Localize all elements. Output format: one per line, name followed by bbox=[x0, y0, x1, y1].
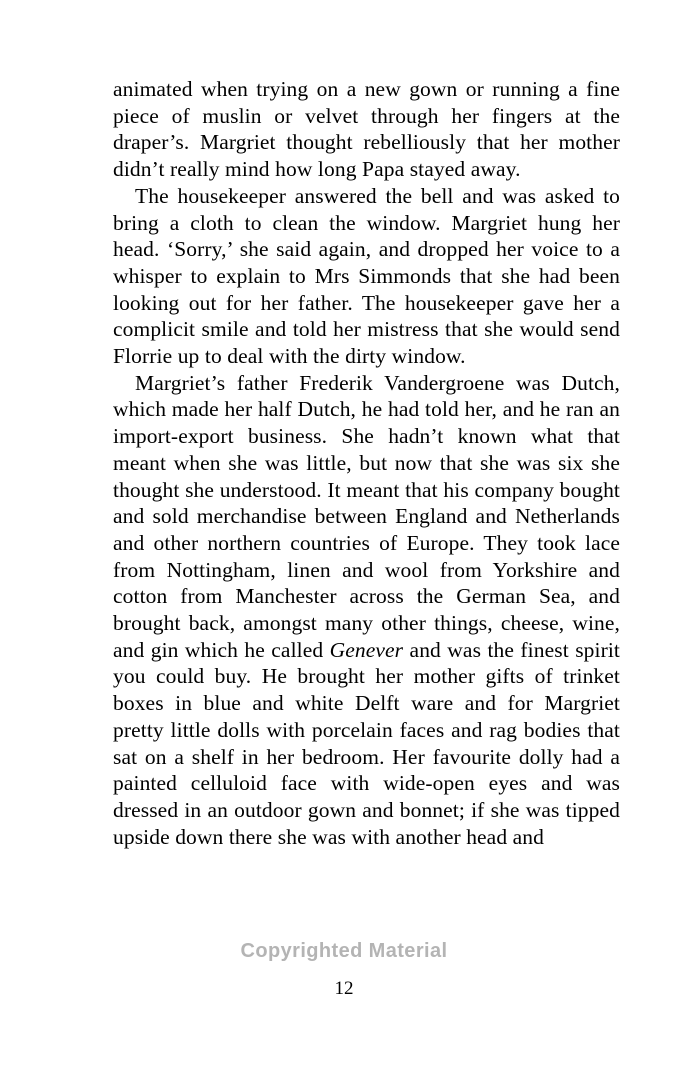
copyright-watermark: Copyrighted Material bbox=[240, 940, 448, 962]
page-number: 12 bbox=[334, 978, 354, 999]
body-text-column bbox=[113, 76, 620, 850]
paragraph-3-part-2: and was the finest spirit you could buy. He brought her mother gifts of trinket boxes in blue and white Delft ware and for Margriet pretty little dolls with porcelain faces and rag bodies that sat on a shelf in her bedroom. Her favourite dolly had a painted celluloid face with wide-open eyes and was dressed in an outdoor gown and bonnet; if she was tipped upside down there she was with another head and bbox=[113, 637, 620, 849]
paragraph-1: animated when trying on a new gown or running a fine piece of muslin or velvet through her fingers at the draper’s. Margriet thought rebelliously that her mother didn’t really mind how long Papa stayed away. bbox=[113, 77, 620, 182]
paragraph-3 bbox=[113, 370, 620, 851]
paragraph-3-part-1: Margriet’s father Frederik Vandergroene was Dutch, which made her half Dutch, he had told her, and he ran an import-export business. She hadn’t known what that meant when she was little, but now that she was six she thought she understood. It meant that his company bought and sold merchandise between England and Netherlands and other northern countries of Europe. They took lace from Nottingham, linen and wool from Yorkshire and cotton from Manchester across the German Sea, and brought back, amongst many other things, cheese, wine, and gin which he called bbox=[113, 370, 620, 662]
italic-term-genever: Genever bbox=[329, 637, 404, 662]
paragraph-2: The housekeeper answered the bell and was asked to bring a cloth to clean the window. Margriet hung her head. ‘Sorry,’ she said again, and dropped her voice to a whisper to explain to Mrs Simmonds that she had been looking out for her father. The housekeeper gave her a complicit smile and told her mistress that she would send Florrie up to deal with the dirty window. bbox=[113, 183, 620, 369]
